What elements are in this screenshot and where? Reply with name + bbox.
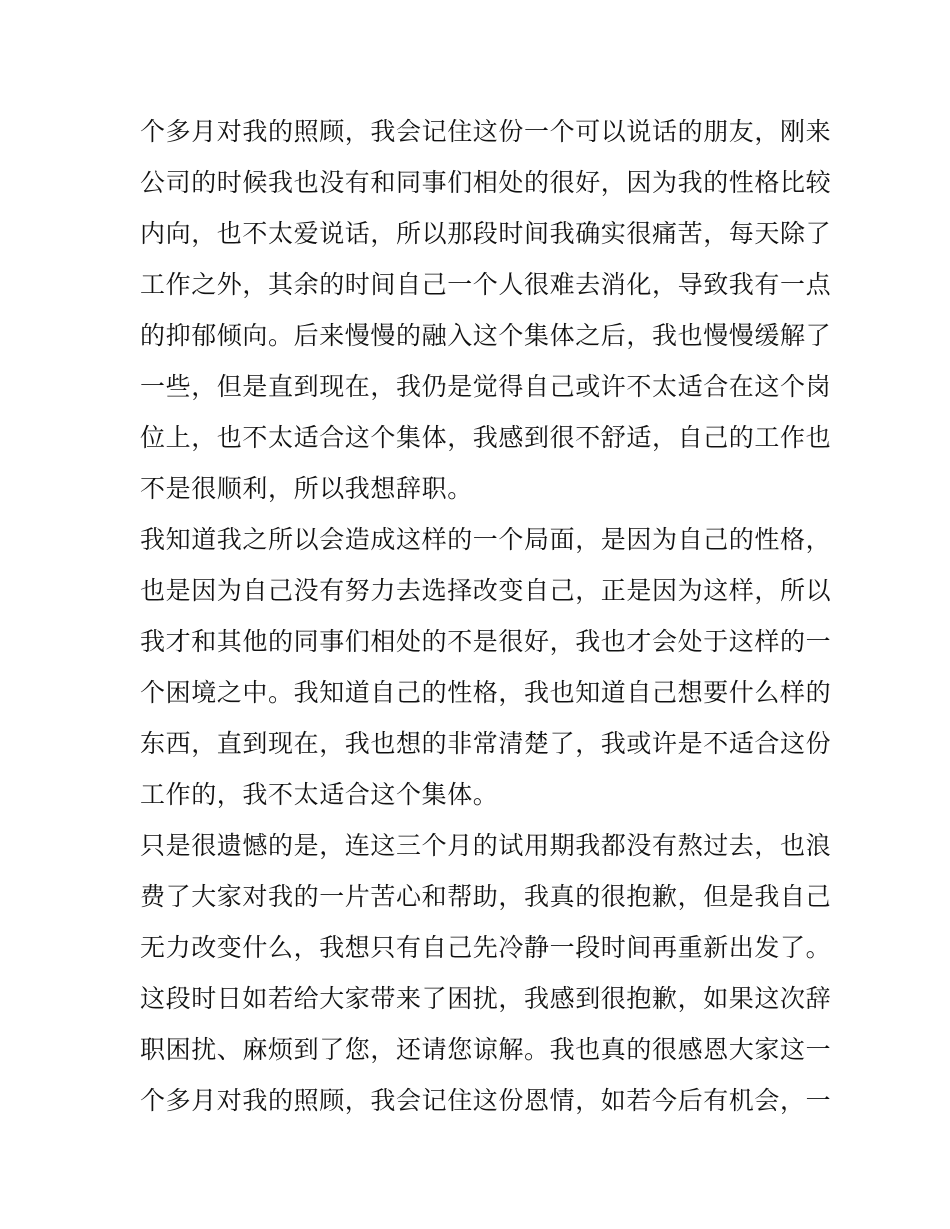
text-line-18: 这段时日如若给大家带来了困扰，我感到很抱歉，如果这次辞 bbox=[140, 984, 832, 1013]
text-line-15: 只是很遗憾的是，连这三个月的试用期我都没有熬过去，也浪 bbox=[140, 831, 832, 860]
text-line-14: 工作的，我不太适合这个集体。 bbox=[140, 780, 499, 809]
text-line-17: 无力改变什么，我想只有自己先冷静一段时间再重新出发了。 bbox=[140, 933, 832, 962]
text-line-11: 我才和其他的同事们相处的不是很好，我也才会处于这样的一 bbox=[140, 627, 832, 656]
text-line-8: 不是很顺利，所以我想辞职。 bbox=[140, 474, 473, 503]
text-line-13: 东西，直到现在，我也想的非常清楚了，我或许是不适合这份 bbox=[140, 729, 832, 758]
text-line-4: 工作之外，其余的时间自己一个人很难去消化，导致我有一点 bbox=[140, 270, 832, 299]
text-line-20: 个多月对我的照顾，我会记住这份恩情，如若今后有机会，一 bbox=[140, 1086, 832, 1115]
text-line-1: 个多月对我的照顾，我会记住这份一个可以说话的朋友，刚来 bbox=[140, 117, 832, 146]
text-line-12: 个困境之中。我知道自己的性格，我也知道自己想要什么样的 bbox=[140, 678, 832, 707]
text-line-5: 的抑郁倾向。后来慢慢的融入这个集体之后，我也慢慢缓解了 bbox=[140, 321, 832, 350]
text-line-10: 也是因为自己没有努力去选择改变自己，正是因为这样，所以 bbox=[140, 576, 832, 605]
text-line-6: 一些，但是直到现在，我仍是觉得自己或许不太适合在这个岗 bbox=[140, 372, 832, 401]
text-line-3: 内向，也不太爱说话，所以那段时间我确实很痛苦，每天除了 bbox=[140, 219, 832, 248]
text-line-2: 公司的时候我也没有和同事们相处的很好，因为我的性格比较 bbox=[140, 168, 832, 197]
document-body bbox=[140, 106, 832, 1126]
text-line-16: 费了大家对我的一片苦心和帮助，我真的很抱歉，但是我自己 bbox=[140, 882, 832, 911]
text-line-7: 位上，也不太适合这个集体，我感到很不舒适，自己的工作也 bbox=[140, 423, 832, 452]
text-line-9: 我知道我之所以会造成这样的一个局面，是因为自己的性格， bbox=[140, 525, 832, 554]
text-line-19: 职困扰、麻烦到了您，还请您谅解。我也真的很感恩大家这一 bbox=[140, 1035, 832, 1064]
